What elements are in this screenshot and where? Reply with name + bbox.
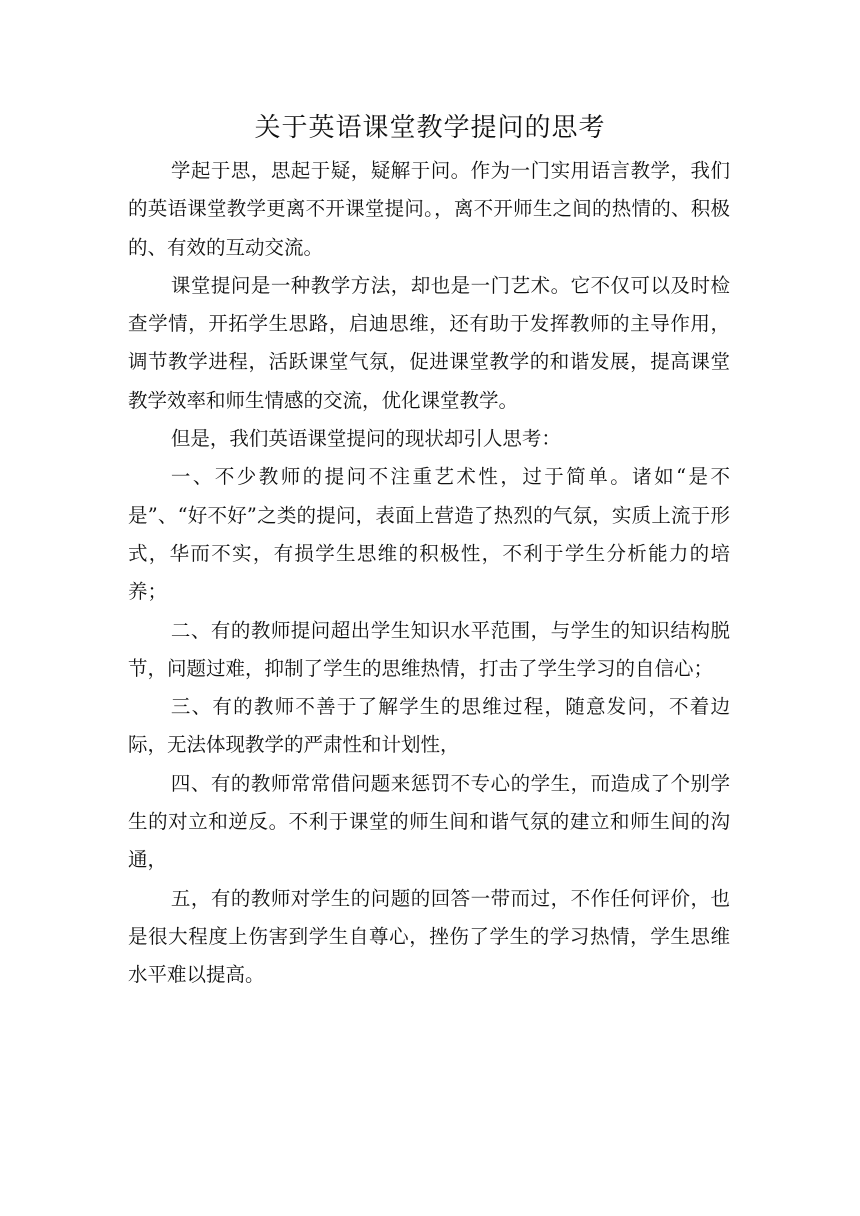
paragraph-8: 五，有的教师对学生的问题的回答一带而过，不作任何评价，也是很大程度上伤害到学生自尊心，挫伤了学生的学习热情，学生思维水平难以提高。: [128, 886, 730, 987]
paragraph-7: 四、有的教师常常借问题来惩罚不专心的学生，而造成了个别学生的对立和逆反。不利于课堂的师生间和谐气氛的建立和师生间的沟通，: [128, 771, 730, 872]
paragraph-5: 二、有的教师提问超出学生知识水平范围，与学生的知识结构脱节，问题过难，抑制了学生的思维热情，打击了学生学习的自信心；: [128, 618, 730, 680]
paragraph-2: 课堂提问是一种教学方法，却也是一门艺术。它不仅可以及时检查学情，开拓学生思路，启迪思维，还有助于发挥教师的主导作用，调节教学进程，活跃课堂气氛，促进课堂教学的和谐发展，提高课堂教学效率和师生情感的交流，优化课堂教学。: [128, 273, 730, 412]
paragraph-4: 一、不少教师的提问不注重艺术性，过于简单。诸如“是不是”、“好不好”之类的提问，表面上营造了热烈的气氛，实质上流于形式，华而不实，有损学生思维的积极性，不利于学生分析能力的培养；: [128, 465, 730, 604]
document-body: [128, 152, 730, 995]
paragraph-3: 但是，我们英语课堂提问的现状却引人思考：: [170, 427, 561, 451]
document-title: 关于英语课堂教学提问的思考: [254, 113, 606, 143]
paragraph-1: 学起于思，思起于疑，疑解于问。作为一门实用语言教学，我们的英语课堂教学更离不开课堂提问。，离不开师生之间的热情的、积极的、有效的互动交流。: [128, 159, 730, 259]
paragraph-6: 三、有的教师不善于了解学生的思维过程，随意发问，不着边际，无法体现教学的严肃性和计划性，: [128, 695, 730, 757]
